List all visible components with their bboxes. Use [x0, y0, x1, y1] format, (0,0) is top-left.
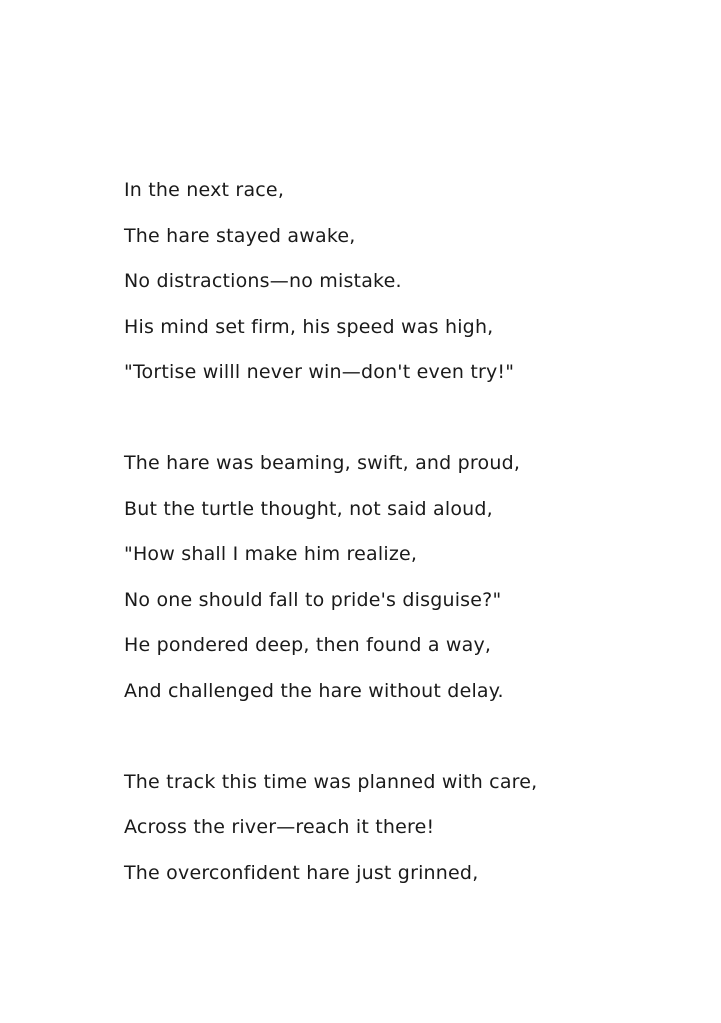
poem-line: In the next race,	[124, 179, 285, 201]
poem-body	[124, 168, 644, 896]
poem-line: The hare stayed awake,	[124, 224, 356, 247]
poem-line: His mind set firm, his speed was high,	[124, 315, 494, 338]
stanza-1	[124, 168, 644, 396]
poem-line: "How shall I make him realize,	[124, 543, 418, 565]
poem-line: The overconfident hare just grinned,	[124, 861, 479, 884]
stanza-3	[124, 760, 644, 897]
poem-line: He pondered deep, then found a way,	[124, 634, 492, 656]
stanza-2	[124, 441, 644, 714]
poem-line: The hare was beaming, swift, and proud,	[124, 452, 521, 474]
poem-line: No distractions—no mistake.	[124, 270, 402, 292]
poem-line: And challenged the hare without delay.	[124, 679, 504, 702]
poem-line: But the turtle thought, not said aloud,	[124, 497, 493, 520]
poem-line: No one should fall to pride's disguise?"	[124, 588, 502, 611]
poem-line: The track this time was planned with care,	[124, 770, 538, 793]
poem-line: Across the river—reach it there!	[124, 816, 435, 838]
poem-line: "Tortise willl never win—don't even try!"	[124, 361, 515, 383]
